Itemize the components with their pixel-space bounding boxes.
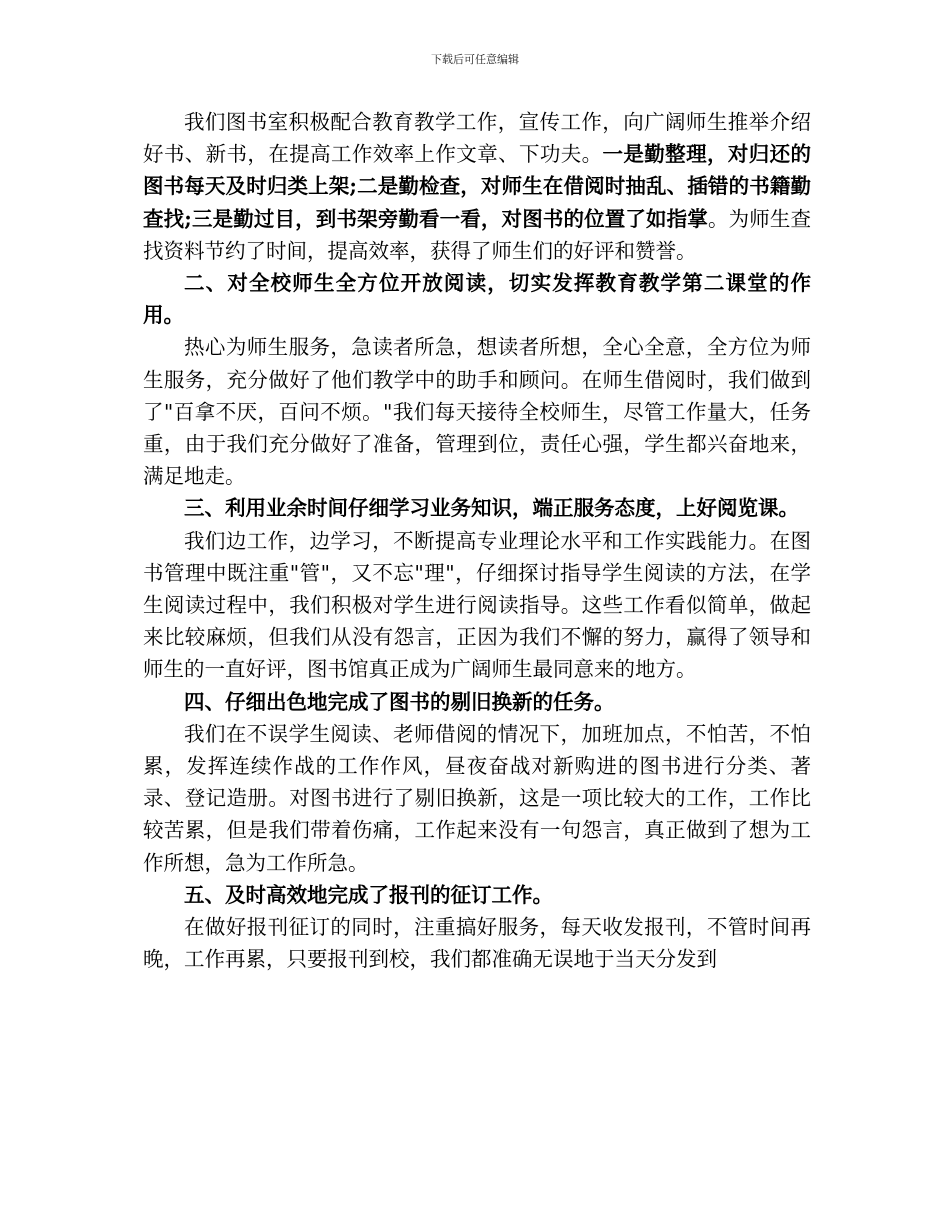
section-heading-2: 二、对全校师生全方位开放阅读，切实发挥教育教学第二课堂的作用。 bbox=[143, 271, 811, 328]
paragraph-section-4: 我们在不误学生阅读、老师借阅的情况下，加班加点，不怕苦，不怕累，发挥连续作战的工作作风，昼夜奋战对新购进的图书进行分类、著录、登记造册。对图书进行了剔旧换新，这是一项比较大的工作，工作比较苦累，但是我们带着伤痛，工作起来没有一句怨言，真正做到了想为工作所想，急为工作所急。 bbox=[143, 721, 811, 875]
paragraph-intro-normal-start: 我们图书室积极配合教育教学工作，宣传工作，向广阔师生推举介绍好书、新书，在提高工作效率上作文章、下功夫。 bbox=[143, 110, 811, 167]
section-heading-3: 三、利用业余时间仔细学习业务知识，端正服务态度，上好阅览课。 bbox=[184, 496, 799, 521]
paragraph-intro-bold-points: 一是勤整理，对归还的图书每天及时归类上架;二是勤检查，对师生在借阅时抽乱、插错的书籍勤查找;三是勤过目，到书架旁勤看一看，对图书的位置了如指掌 bbox=[143, 142, 811, 231]
section-heading-4: 四、仔细出色地完成了图书的剔旧换新的任务。 bbox=[184, 689, 615, 714]
paragraph-intro bbox=[143, 106, 811, 267]
page-header: 下载后可任意编辑 bbox=[431, 53, 519, 66]
paragraph-section-3: 我们边工作，边学习，不断提高专业理论水平和工作实践能力。在图书管理中既注重"管"，又不忘"理"，仔细探讨指导学生阅读的方法，在学生阅读过程中，我们积极对学生进行阅读指导。这些工作看似简单，做起来比较麻烦，但我们从没有怨言，正因为我们不懈的努力，赢得了领导和师生的一直好评，图书馆真正成为广阔师生最同意来的地方。 bbox=[143, 528, 811, 682]
paragraph-section-5: 在做好报刊征订的同时，注重搞好服务，每天收发报刊，不管时间再晚，工作再累，只要报刊到校，我们都准确无误地于当天分发到 bbox=[143, 915, 811, 972]
paragraph-section-2: 热心为师生服务，急读者所急，想读者所想，全心全意，全方位为师生服务，充分做好了他们教学中的助手和顾问。在师生借阅时，我们做到了"百拿不厌，百问不烦。"我们每天接待全校师生，尽管工作量大，任务重，由于我们充分做好了准备，管理到位，责任心强，学生都兴奋地来，满足地走。 bbox=[143, 335, 811, 489]
document-body bbox=[143, 106, 811, 975]
paragraph-intro-normal-end: 。为师生查找资料节约了时间，提高效率，获得了师生们的好评和赞誉。 bbox=[143, 206, 811, 263]
section-heading-5: 五、及时高效地完成了报刊的征订工作。 bbox=[184, 882, 553, 907]
